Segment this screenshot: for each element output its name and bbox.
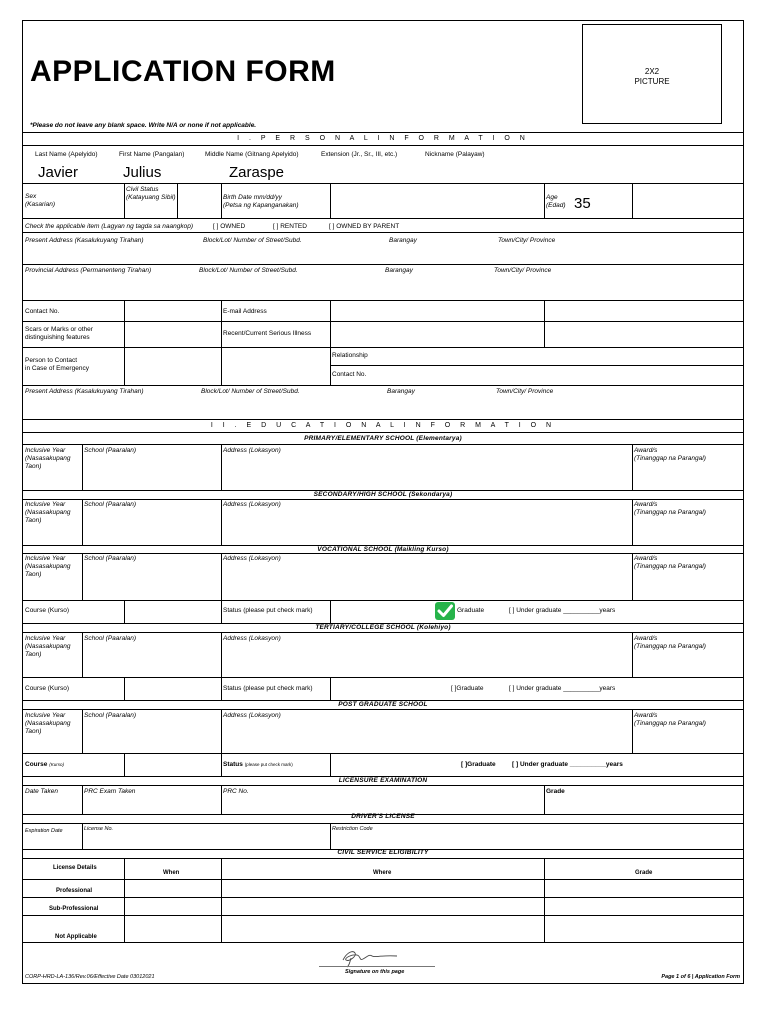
illness-label: Recent/Current Serious Illness [223,330,312,337]
last-name-label: Last Name (Apelyido) [35,151,98,158]
licensure-grade-label: Grade [546,788,565,795]
sub-professional-label: Sub-Professional [49,906,99,912]
town-label: Town/City/ Province [498,237,556,244]
email-label: E-mail Address [223,308,267,315]
tertiary-status-label: Status (please put check mark) [223,685,313,692]
town-label-2: Town/City/ Province [494,267,552,274]
license-no-label: License No. [84,826,114,832]
sex-label: Sex (Kasarian) [25,193,55,208]
vocational-inclusive-year: Inclusive Year (Nasasakupang Taon) [25,555,71,578]
postgrad-address-label: Address (Lokasyon) [223,712,281,719]
secondary-school-title: SECONDARY/HIGH SCHOOL (Sekondarya) [313,491,453,498]
prc-exam-label: PRC Exam Taken [84,788,136,795]
secondary-address-label: Address (Lokasyon) [223,501,281,508]
vocational-address-label: Address (Lokasyon) [223,555,281,562]
restriction-code-label: Restriction Code [332,826,373,832]
license-details-label: License Details [53,865,97,871]
postgrad-school-label: School (Paaralan) [84,712,137,719]
tertiary-address-label: Address (Lokasyon) [223,635,281,642]
vocational-undergrad-option[interactable]: [ ] Under graduate __________years [509,607,616,614]
form-title: APPLICATION FORM [30,55,336,88]
extension-label: Extension (Jr., Sr., III, etc.) [321,151,398,158]
vocational-school-label: School (Paaralan) [84,555,137,562]
expiration-date-label: Expiration Date [25,828,63,834]
vocational-school-title: VOCATIONAL SCHOOL (Maikling Kurso) [317,546,449,553]
town-label-3: Town/City/ Province [496,388,554,395]
tertiary-course-label: Course (Kurso) [25,685,70,692]
civil-grade-label: Grade [635,870,653,876]
last-name-value[interactable]: Zaraspe [229,164,285,181]
provincial-address-label: Provincial Address (Permanenteng Tirahan) [25,267,152,274]
scars-label: Scars or Marks or other distinguishing features [25,326,93,341]
education-section-title: I I . E D U C A T I O N A L I N F O R M A T I O N [210,422,556,429]
postgrad-undergrad-option[interactable]: [ ] Under graduate __________years [512,761,623,768]
tertiary-awards-label: Award/s (Tinanggap na Parangal) [634,635,706,650]
signature [319,946,439,968]
barangay-label-3: Barangay [387,388,415,395]
postgrad-awards-label: Award/s (Tinanggap na Parangal) [634,712,706,727]
civil-status-label: Civil Status (Katayuang Sibil) [126,186,176,201]
licensure-title: LICENSURE EXAMINATION [338,777,428,784]
postgrad-course-label: Course (Kurso) [25,761,64,768]
nickname-label: Nickname (Palayaw) [425,151,485,158]
barangay-label: Barangay [389,237,417,244]
primary-awards-label: Award/s (Tinanggap na Parangal) [634,447,706,462]
prc-no-label: PRC No. [223,788,249,795]
vocational-graduate-label: Graduate [457,607,485,614]
rented-option[interactable]: [ ] RENTED [273,223,307,230]
emergency-address-label: Present Address (Kasalukuyang Tirahan) [25,388,144,395]
postgrad-status-label: Status (please put check mark) [223,761,293,768]
postgrad-school-title: POST GRADUATE SCHOOL [338,701,428,708]
first-name-label: First Name (Pangalan) [119,151,185,158]
first-name-value[interactable]: Javier [38,164,79,181]
tertiary-inclusive-year: Inclusive Year (Nasasakupang Taon) [25,635,71,658]
tertiary-graduate-option[interactable]: [ ]Graduate [451,685,484,692]
tertiary-school-title: TERTIARY/COLLEGE SCHOOL (Kolehiyo) [315,624,451,631]
signature-label: Signature on this page [345,969,405,975]
professional-label: Professional [56,888,93,894]
vocational-awards-label: Award/s (Tinanggap na Parangal) [634,555,706,570]
not-applicable-label: Not Applicable [55,934,97,940]
form-code: CORP-HRD-LA-136/Rev.06/Effective Date 03012021 [25,974,155,980]
age-label: Age (Edad) [546,194,566,209]
check-item-label: Check the applicable item (Lagyan ng tagda sa naangkop) [25,223,194,230]
secondary-inclusive-year: Inclusive Year (Nasasakupang Taon) [25,501,71,524]
birth-date-label: Birth Date mm/dd/yy (Petsa ng Kapanganakan) [223,194,299,209]
owned-option[interactable]: [ ] OWNED [213,223,246,230]
primary-address-label: Address (Lokasyon) [223,447,281,454]
middle-name-value[interactable]: Julius [123,164,162,181]
owned-by-parent-option[interactable]: [ ] OWNED BY PARENT [329,223,400,230]
page-info: Page 1 of 6 | Application Form [661,974,740,980]
signature-icon [319,946,439,968]
secondary-school-label: School (Paaralan) [84,501,137,508]
civil-service-title: CIVIL SERVICE ELIGIBILITY [337,849,429,856]
drivers-license-title: DRIVER'S LICENSE [351,813,415,820]
middle-name-label: Middle Name (Gitnang Apelyido) [205,151,299,158]
postgrad-inclusive-year: Inclusive Year (Nasasakupang Taon) [25,712,71,735]
relationship-label: Relationship [332,352,368,359]
blank-space-note: *Please do not leave any blank space. Write N/A or none if not applicable. [30,122,257,129]
graduate-check-icon[interactable] [435,602,455,620]
contact-no-label: Contact No. [25,308,60,315]
tertiary-school-label: School (Paaralan) [84,635,137,642]
application-form-page [22,20,744,984]
picture-label: 2X2 PICTURE [634,67,670,86]
tertiary-undergrad-option[interactable]: [ ] Under graduate __________years [509,685,616,692]
checkmark-icon [435,602,455,620]
when-label: When [163,870,180,876]
primary-school-title: PRIMARY/ELEMENTARY SCHOOL (Elementarya) [304,435,462,442]
primary-school-label: School (Paaralan) [84,447,137,454]
age-value[interactable]: 35 [574,195,591,212]
picture-box[interactable] [582,24,722,124]
vocational-status-label: Status (please put check mark) [223,607,313,614]
person-contact-label: Person to Contact in Case of Emergency [25,357,89,372]
block-lot-label-2: Block/Lot/ Number of Street/Subd. [199,267,298,274]
barangay-label-2: Barangay [385,267,413,274]
personal-section-title: I . P E R S O N A L I N F O R M A T I O N [237,135,529,142]
block-lot-label-3: Block/Lot/ Number of Street/Subd. [201,388,300,395]
where-label: Where [373,870,392,876]
postgrad-graduate-option[interactable]: [ ]Graduate [461,761,496,768]
block-lot-label: Block/Lot/ Number of Street/Subd. [203,237,302,244]
date-taken-label: Date Taken [25,788,59,795]
vocational-course-label: Course (Kurso) [25,607,70,614]
emergency-contact-no-label: Contact No. [332,371,367,378]
present-address-label: Present Address (Kasalukuyang Tirahan) [25,237,144,244]
secondary-awards-label: Award/s (Tinanggap na Parangal) [634,501,706,516]
primary-inclusive-year: Inclusive Year (Nasasakupang Taon) [25,447,71,470]
